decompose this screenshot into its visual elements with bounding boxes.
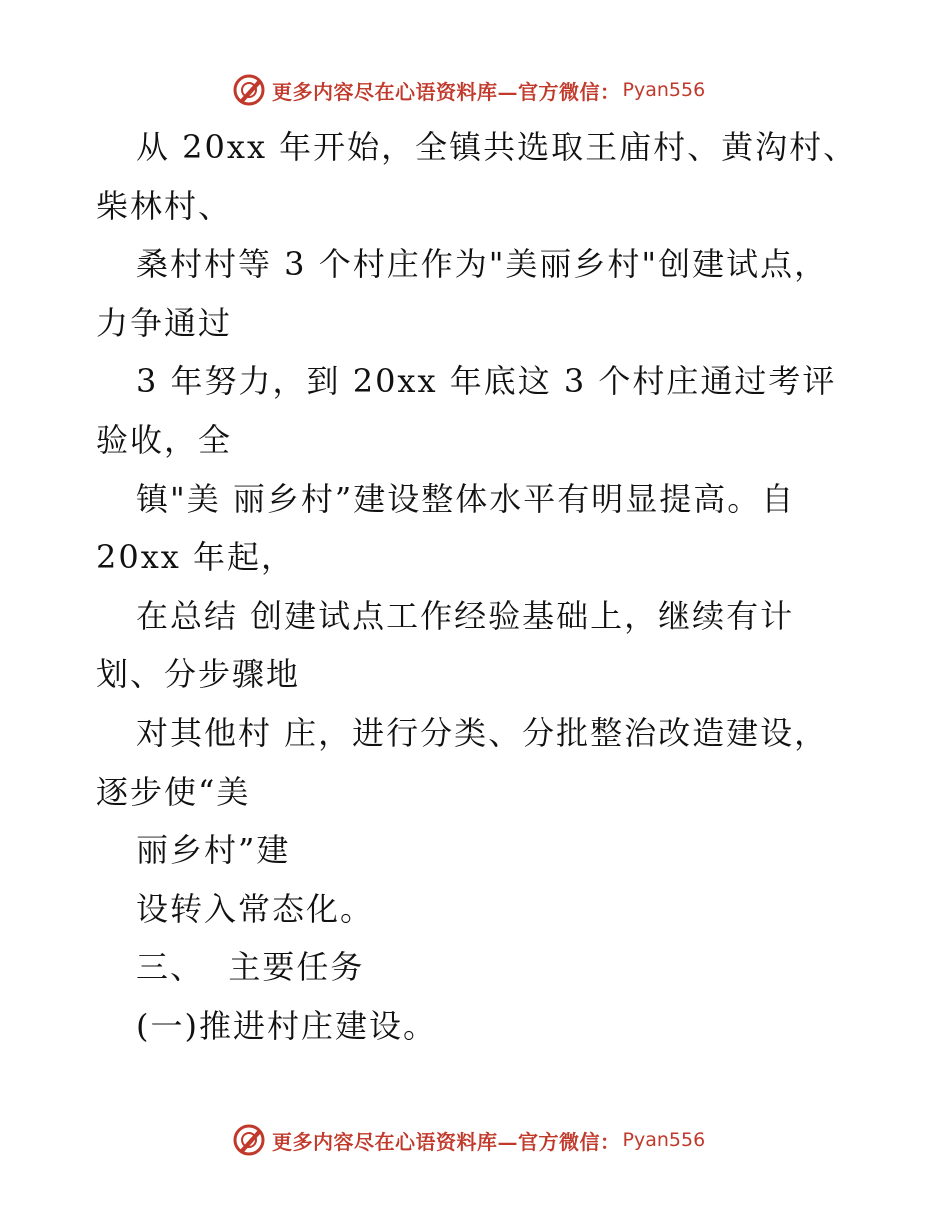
text-line: 力争通过: [96, 303, 233, 342]
document-body: [96, 118, 856, 1056]
text-line: 对其他村 庄，进行分类、分批整治改造建设，: [136, 713, 829, 752]
text-line: 20xx 年起，: [96, 538, 295, 577]
text-line: 验收，全: [96, 420, 233, 459]
text-line: 柴林村、: [96, 186, 233, 225]
watermark-text: 更多内容尽在心语资料库—官方微信：: [272, 79, 621, 104]
text-line: 在总结 创建试点工作经验基础上，继续有计: [136, 596, 795, 635]
text-line: 丽乡村”建: [136, 831, 291, 870]
text-line: 桑村村等 3 个村庄作为"美丽乡村"创建试点，: [136, 245, 829, 284]
watermark-wechat-id: Pyan556: [622, 1129, 706, 1151]
watermark-text: 更多内容尽在心语资料库—官方微信：: [272, 1129, 621, 1154]
pen-logo-icon: [232, 1123, 266, 1157]
subsection-heading: (一)推进村庄建设。: [136, 1006, 437, 1045]
text-line: 设转入常态化。: [136, 889, 375, 928]
header-watermark: [232, 70, 705, 110]
text-line: 3 年努力，到 20xx 年底这 3 个村庄通过考评: [136, 362, 837, 401]
text-line: 划、分步骤地: [96, 655, 301, 694]
text-line: 逐步使“美: [96, 772, 251, 811]
pen-logo-icon: [232, 73, 266, 107]
watermark-wechat-id: Pyan556: [622, 79, 706, 101]
text-line: 镇"美 丽乡村”建设整体水平有明显提高。自: [136, 479, 796, 518]
text-line: 从 20xx 年开始，全镇共选取王庙村、黄沟村、: [136, 128, 858, 166]
footer-watermark: [232, 1120, 705, 1160]
section-heading: 三、 主要任务: [136, 948, 365, 987]
